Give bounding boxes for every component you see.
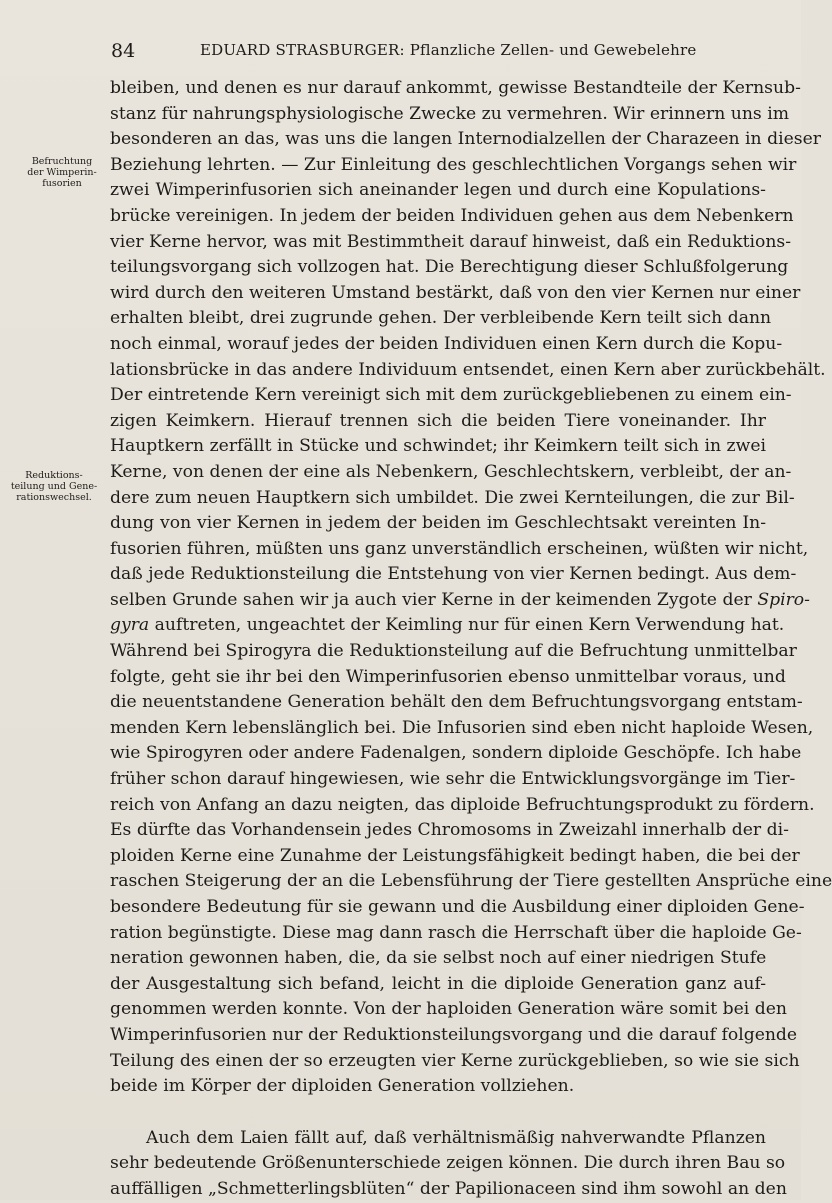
text-line: ploiden Kerne eine Zunahme der Leistungsfähigkeit bedingt haben, die bei der xyxy=(110,845,800,866)
running-head: EDUARD STRASBURGER: Pflanzliche Zellen- und Gewebelehre xyxy=(200,41,697,59)
text-line: früher schon darauf hingewiesen, wie sehr die Entwicklungsvorgänge im Tier- xyxy=(110,769,796,790)
paragraph-1 xyxy=(110,76,832,1100)
text-line: brücke vereinigen. In jedem der beiden Individuen gehen aus dem Nebenkern xyxy=(110,205,794,226)
text-line: Während bei Spirogyra die Reduktionsteilung auf die Befruchtung unmittelbar xyxy=(110,641,797,662)
text-line: besondere Bedeutung für sie gewann und die Ausbildung einer diploiden Gene- xyxy=(110,897,805,917)
text-line: Hauptkern zerfällt in Stücke und schwindet; ihr Keimkern teilt sich in zwei xyxy=(110,436,766,457)
text-line: Teilung des einen der so erzeugten vier Kerne zurückgeblieben, so wie sie sich xyxy=(110,1050,800,1071)
text-line: zwei Wimperinfusorien sich aneinander legen und durch eine Kopulations- xyxy=(110,180,766,201)
text-line: vier Kerne hervor, was mit Bestimmtheit darauf hinweist, daß ein Reduktions- xyxy=(110,231,792,252)
text-line: Beziehung lehrten. — Zur Einleitung des geschlechtlichen Vorgangs sehen wir xyxy=(110,154,797,175)
text-line: erhalten bleibt, drei zugrunde gehen. Der verbleibende Kern teilt sich dann xyxy=(110,308,772,329)
text-line: fusorien führen, müßten uns ganz unverständlich erscheinen, wüßten wir nicht, xyxy=(110,538,809,559)
margin-note-line: Reduktions- xyxy=(25,470,83,481)
text-line: reich von Anfang an dazu neigten, das diploide Befruchtungsprodukt zu fördern. xyxy=(110,794,815,815)
body-text xyxy=(110,76,832,1203)
text-line: Der eintretende Kern vereinigt sich mit dem zurückgebliebenen zu einem ein- xyxy=(110,385,792,406)
text-line: folgte, geht sie ihr bei den Wimperinfusorien ebenso unmittelbar voraus, und xyxy=(110,666,786,687)
text-line: sehr bedeutende Größenunterschiede zeigen können. Die durch ihren Bau so xyxy=(110,1153,786,1174)
margin-note-befruchtung xyxy=(14,156,110,189)
text-line: Kerne, von denen der eine als Nebenkern, Geschlechtskern, verbleibt, der an- xyxy=(110,461,792,482)
text-line: ration begünstigte. Diese mag dann rasch die Herrschaft über die haploide Ge- xyxy=(110,922,802,943)
text-line: noch einmal, worauf jedes der beiden Individuen einen Kern durch die Kopu- xyxy=(110,333,783,354)
text-line: der Ausgestaltung sich befand, leicht in die diploide Generation ganz auf- xyxy=(110,973,766,994)
text-line: stanz für nahrungsphysiologische Zwecke zu vermehren. Wir erinnern uns im xyxy=(110,103,789,124)
text-line: Auch dem Laien fällt auf, daß verhältnismäßig nahverwandte Pflanzen xyxy=(146,1127,766,1148)
text-line: raschen Steigerung der an die Lebensführung der Tiere gestellten Ansprüche eine xyxy=(110,871,832,892)
margin-note-line: der Wimperin- xyxy=(27,167,97,178)
text-line: Wimperinfusorien nur der Reduktionsteilungsvorgang und die darauf folgende xyxy=(110,1024,798,1045)
text-line: selben Grunde sahen wir ja auch vier Kerne in der keimenden Zygote der Spiro- xyxy=(110,589,810,610)
text-line: beide im Körper der diploiden Generation vollziehen. xyxy=(110,1076,575,1097)
text-line: dere zum neuen Hauptkern sich umbildet. Die zwei Kernteilungen, die zur Bil- xyxy=(110,487,795,508)
margin-note-line: fusorien xyxy=(42,178,82,189)
text-line: menden Kern lebenslänglich bei. Die Infusorien sind eben nicht haploide Wesen, xyxy=(110,717,814,738)
text-line: wird durch den weiteren Umstand bestärkt, daß von den vier Kernen nur einer xyxy=(110,282,801,303)
text-line: Es dürfte das Vorhandensein jedes Chromosoms in Zweizahl innerhalb der di- xyxy=(110,820,789,841)
page-number: 84 xyxy=(111,40,136,62)
text-line: auffälligen „Schmetterlingsblüten“ der Papilionaceen sind ihm sowohl an den xyxy=(110,1178,787,1199)
text-line: bleiben, und denen es nur darauf ankommt, gewisse Bestandteile der Kernsub- xyxy=(110,78,801,98)
text-line: besonderen an das, was uns die langen Internodialzellen der Charazeen in dieser xyxy=(110,129,821,150)
text-line: genommen werden konnte. Von der haploiden Generation wäre somit bei den xyxy=(110,999,787,1020)
text-line: dung von vier Kernen in jedem der beiden im Geschlechtsakt vereinten In- xyxy=(110,513,766,534)
text-line: gyra auftreten, ungeachtet der Keimling nur für einen Kern Verwendung hat. xyxy=(110,615,785,636)
margin-note-line: teilung und Gene- xyxy=(10,481,98,492)
text-line: lationsbrücke in das andere Individuum entsendet, einen Kern aber zurückbehält. xyxy=(110,359,826,380)
text-line: teilungsvorgang sich vollzogen hat. Die Berechtigung dieser Schlußfolgerung xyxy=(110,257,789,278)
text-line: die neuentstandene Generation behält den dem Befruchtungsvorgang entstam- xyxy=(110,692,803,713)
margin-note-reduktionsteilung xyxy=(6,470,102,503)
paragraph-gap xyxy=(110,1100,766,1126)
text-line: wie Spirogyren oder andere Fadenalgen, sondern diploide Geschöpfe. Ich habe xyxy=(110,743,802,764)
paragraph-2 xyxy=(110,1126,787,1203)
page-header xyxy=(108,40,768,64)
margin-note-line: rationswechsel. xyxy=(16,492,92,503)
text-line: daß jede Reduktionsteilung die Entstehung von vier Kernen bedingt. Aus dem- xyxy=(110,564,797,585)
margin-note-line: Befruchtung xyxy=(31,156,93,167)
text-line: neration gewonnen haben, die, da sie selbst noch auf einer niedrigen Stufe xyxy=(110,948,767,969)
text-line: zigen Keimkern. Hierauf trennen sich die beiden Tiere voneinander. Ihr xyxy=(110,410,766,431)
